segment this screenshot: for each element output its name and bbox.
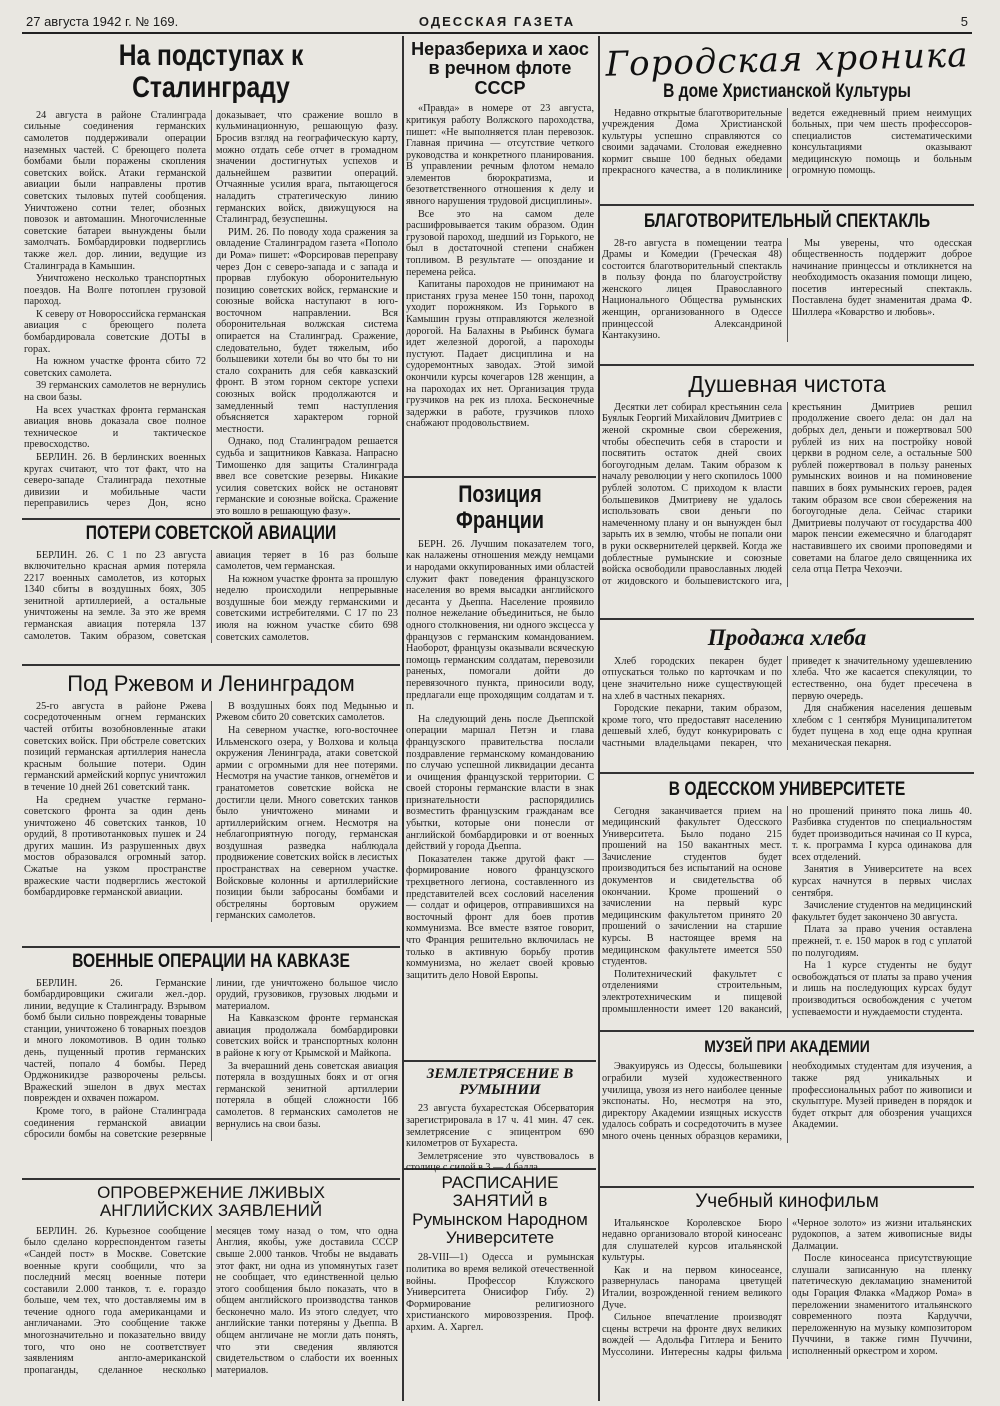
column-rule (598, 36, 600, 1401)
article-body (406, 1252, 594, 1333)
paragraph: 24 августа в районе Сталинграда сильные соединения германских самолетов поддерживали операции наземных частей. С бреющего полета бомбами были поражены скопления советских войск. Атаки германской авиации были направлены против советских тыловых путей сообщения. Уничтожено сотни телег, обозных повозок и автомашин. Многочисленные советские батареи вынуждены были замолчать. Бомбардировки подверглись также жел. дор. линии, ведущие из Сталинграда в Камышин. (24, 109, 206, 272)
article-divider (22, 1178, 400, 1180)
article-university (602, 780, 972, 1028)
article-body (406, 1103, 594, 1174)
article-body (602, 402, 972, 588)
headline-purity: Душевная чистота (688, 371, 886, 397)
article-aviation (24, 524, 398, 662)
article-refute (24, 1184, 398, 1400)
article-divider (600, 618, 974, 620)
headline-rzhev: Под Ржевом и Ленинградом (67, 671, 355, 696)
article-culture (602, 35, 972, 202)
headline-refute: ОПРОВЕРЖЕНИЕ ЛЖИВЫХ АНГЛИЙСКИХ ЗАЯВЛЕНИЙ (97, 1183, 325, 1221)
article-france (406, 482, 594, 1058)
section-title-chronicle: Городская хроника (605, 35, 969, 85)
paragraph: На 1 курсе студенты не будут освобождаться от платы за право учения и лишь на последующих курсах будут производиться освобождения с учетом успеваемости и нуждаемости студента. (792, 960, 972, 1018)
headline-charity: БЛАГОТВОРИТЕЛЬНЫЙ СПЕКТАКЛЬ (643, 211, 931, 232)
headline-museum: МУЗЕЙ ПРИ АКАДЕМИИ (704, 1037, 870, 1056)
headline-aviation: ПОТЕРИ СОВЕТСКОЙ АВИАЦИИ (85, 523, 337, 544)
column-rule (402, 36, 404, 1401)
article-body (602, 806, 972, 1019)
article-stalingrad (24, 40, 398, 516)
paragraph: 28-VIII—1) Одесса и румынская политика во время великой отечественной войны. Профессор Клужского Университета Онисифор Гибу. 2) Формирование религиозного христианского мировоззрения. Проф. архим. А. Харгел. (406, 1252, 594, 1333)
article-body (24, 701, 398, 922)
paragraph: Итальянское Королевское Бюро недавно организовало второй киносеанс для слушателей курсов итальянской культуры. (602, 1217, 782, 1264)
paragraph: На среднем участке германо-советского фронта за один день уничтожено 46 советских танков, 10 орудий, 8 противотанковых пушек и 24 других машин. Из разрушенных двух мостов образовался огромный затор. Сжатые на узком пространстве вражеские части подверглись жестокой бомбардировке германской авиации. (24, 794, 206, 899)
article-body (24, 550, 398, 644)
article-body (602, 108, 972, 178)
paragraph: Капитаны пароходов не принимают на пристанях груза менее 150 тонн, пароход уходит порожняком. Из Горького в Камышин грузы отправляются железной дорогой. На Балахны в Рыбинск бумага идет железной дорогой, а пароходы пустуют. Падает дисциплина и на судоремонтных заводах. Этой зимой окончили курсы кочегаров 128 женщин, а на пароходах их нет. Организация труда грузчиков на рек из плоха. Бесконечные задержки в работе, грузчиков плохо снабжают продовольствием. (406, 279, 594, 430)
article-body (602, 656, 972, 750)
headline-schedule: РАСПИСАНИЕ ЗАНЯТИЙ в Румынском Народном Университете (412, 1173, 588, 1248)
article-body (24, 1226, 398, 1377)
paragraph: После киносеанса присутствующие слушали записанную на пленку патетическую декламацию знаменитой оды Горация Флакка «Маджор Рома» в переложении знаменитого итальянского современного поэта Кардуччи, переложенную на музыку композитором Пуччини, в также гимн Пуччини, исполненный оркестром и хором. (792, 1253, 972, 1358)
paragraph: На южном участке фронта за прошлую неделю происходили непрерывные воздушные бои между германскими и советскими истребителями. С 17 по 23 июля на южном участке сбито 698 советских самолетов. (216, 573, 398, 643)
issue-date: 27 августа 1942 г. № 169. (26, 14, 179, 29)
headline-stalingrad: На подступах к Сталинграду (118, 39, 304, 105)
paragraph: Политехнический факультет с отделениями строительным, электротехническим и пищевой промышленности имеет 120 вакансий, но прошений принято пока лишь 40. Разбивка студентов по специальностям будет производиться начиная со II курса, т. к. программа I курса одинакова для всех отделений. (602, 805, 972, 1015)
article-bread (602, 626, 972, 770)
article-divider (600, 772, 974, 774)
article-body (602, 238, 972, 342)
paragraph: Десятки лет собирал крестьянин села Буялык Георгий Михайлович Дмитриев с женой скромные свои сбережения, чтобы обеспечить себя в старости и посвятить остаток дней своих богоугодным делам. Таким образом к началу революции у него скопилось 1000 рублей золотом. С приходом к власти большевиков Дмитриеву не удалось использовать свои деньги по намеченному плану и он вынужден был зарыть их в землю, чтобы не попали они в руки осквернителей церквей. Когда же доблестные румынские и союзные войска освободили православных людей от жидовского и большевистского ига, крестьянин Дмитриев решил продолжение своего дела: он дал на добрых дел, деньги и пожертвовал 500 рублей из них на постройку новой церкви в родном селе, а остальные 500 рублей пожертвовал в пользу раненых румынских воинов и на поминовение павших в боях румынских героев, радея таким образом все свои сбережения на богоугодные дела. Сейчас старики Дмитриевы получают от государства 400 марок пенсии ежемесячно и благодарят наставившего их своими проповедями и советами на благое дело священника их села отца Петра Чехоэчи. (602, 401, 972, 587)
paragraph: Землетрясение это чувствовалось в столице с силой в 3 — 4 балла. (406, 1150, 594, 1174)
article-divider (404, 1060, 596, 1062)
article-river (406, 40, 594, 474)
article-divider (22, 946, 400, 948)
paragraph: Все это на самом деле расшифровывается таким образом. Один грузовой пароход, шедший из Горького, не был в достаточной степени снабжен топливом. В результате — опоздание и перемена рейса. (406, 208, 594, 278)
headline-river: Неразбериха и хаос в речном флоте СССР (411, 39, 589, 98)
paragraph: Сегодня заканчивается прием на медицинский факультет Одесского Университета. Было подано 215 прошений на 150 вакантных мест. Зачисление студентов будет производиться без испытаний на основе документов и свидетельства об окончании. Кроме прошений о зачислении на первый курс медицинским факультетом принято 20 прошений о зачислении на старшие курсы. В настоящее время на медицинском факультете имеется 550 студентов. (602, 805, 782, 968)
article-divider (600, 1030, 974, 1032)
headline-film: Учебный кинофильм (695, 1191, 879, 1212)
article-museum (602, 1038, 972, 1184)
paragraph: Однако, под Сталинградом решается судьба и защитников Кавказа. Напрасно Тимошенко для защиты Сталинграда ввел все советские резервы. Никакие усилия советских войск не остановят германские и союзные войска. Сражение это вошло в решающую фазу». (216, 436, 398, 517)
headline-caucasus: ВОЕННЫЕ ОПЕРАЦИИ НА КАВКАЗЕ (72, 951, 350, 972)
newspaper-title: ОДЕССКАЯ ГАЗЕТА (418, 14, 576, 29)
page-number: 5 (960, 14, 968, 29)
article-body (24, 110, 398, 518)
article-caucasus (24, 952, 398, 1176)
article-divider (404, 476, 596, 478)
paragraph: На южном участке фронта сбито 72 советских самолета. (24, 356, 206, 379)
paragraph: К северу от Новороссийска германская авиация с бреющего полета бомбардировала советские ДОТЫ в горах. (24, 308, 206, 355)
article-body (406, 539, 594, 982)
paragraph: Уничтожено несколько транспортных поездов. На Волге потоплен грузовой пароход. (24, 273, 206, 308)
paragraph: На всех участках фронта германская авиация вновь доказала свое полное техническое и тактическое превосходство. (24, 404, 206, 451)
paragraph: Кроме того, в районе Сталинграда соединения германской авиации сбросили бомбы на советские резервные линии, где уничтожено большое число орудий, грузовиков, грузовых людьми и материалом. (24, 977, 398, 1141)
paragraph: На Кавказском фронте германская авиация продолжала бомбардировки советских войск и транспортных колонн в районе к югу от Крымской и Майкопа. (216, 1013, 398, 1060)
headline-france: Позиция Франции (456, 481, 544, 534)
article-charity (602, 212, 972, 362)
headline-bread: Продажа хлеба (707, 625, 867, 650)
paragraph: БЕРН. 26. Лучшим показателем того, как налажены отношения между немцами и народами оккупированных ими областей служит факт поведения французского населения во время высадки английского десанта у Дьеппа. Население проявило полное нежелание объединиться, не было одного столкновения, ни одного эксцесса у французов с германским командованием. Наоборот, французы оказывали всяческую помощь германским солдатам, перевозили раненых, помогали дойти до перевязочного пункта, приносили воду, предлагали еще проходящим солдатам и т. п. (406, 538, 594, 713)
paragraph: РИМ. 26. По поводу хода сражения за овладение Сталинградом газета «Пополо ди Рома» пишет: «Форсировав переправу через Дон с северо-запада и с запада и прорвав глубокую оборонительную позицию советских войск, германские и союзные войска наступают в юго-восточном направлении. Вся оборонительная волжская система опирается на Сталинград. Сражение, следовательно, будет тяжелым, ибо большевики хотели бы во что бы то ни стало сохранить для себя кавказский фронт. В этом горном секторе успехи союзных войск продолжаются и замедленный темп наступления объясняется характером горной местности. (216, 226, 398, 435)
article-body (602, 1218, 972, 1359)
headline-university: В ОДЕССКОМ УНИВЕРСИТЕТЕ (668, 779, 906, 800)
article-divider (22, 664, 400, 666)
masthead (22, 10, 972, 34)
paragraph: Городские пекарни, таким образом, кроме того, что предоставят населению дешевый хлеб, будут конкурировать с частными владельцами пекарен, что приведет к значительному удешевлению хлеба. Что же касается спекуляции, то естественно, она будет пресечена в первую очередь. (602, 655, 972, 749)
article-purity (602, 372, 972, 616)
paragraph: Плата за право учения оставлена прежней, т. е. 150 марок в год с уплатой по полугодиям. (792, 924, 972, 959)
article-schedule (406, 1174, 594, 1400)
article-body (406, 103, 594, 430)
paragraph: 23 августа бухарестская Обсерватория зарегистрировала в 17 ч. 41 мин. 47 сек. землетрясение с эпицентром 690 километров от Бухареста. (406, 1103, 594, 1150)
article-divider (22, 518, 400, 520)
paragraph: Занятия в Университете на всех курсах начнутся в первых числах сентября. (792, 864, 972, 899)
paragraph: На северном участке, юго-восточнее Ильменского озера, у Волхова и кольца окружения Ленинграда, атаки советской армии с огромными для нее потерями. Несмотря на участие танков, огнемётов и гранатометов советские войска не достигли цели. Много советских танков было уничтожено минами и артиллерийским огнем. Несмотря на неблагоприятную погоду, германская воздушная разведка наблюдала продвижение советских войск в лесистых пространствах на северном участке. Войсковые колонны и артиллерийские позиции были забросаны бомбами и обстреляны бортовым оружием германских самолетов. (216, 724, 398, 922)
paragraph: Как и на первом киносеансе, развернулась панорама цветущей Италии, возрожденной гением великого Дуче. (602, 1264, 782, 1311)
paragraph: БЕРЛИН. 26. Германские бомбардировщики сжигали жел.-дор. линии, ведущие к Сталинграду. Взрывом бомб были сильно повреждены товарные станции, уничтожено 6 товарных поездов и много локомотивов. В один только день, пущенный против германских частей, попало 4 бомбы. Перед Орджоникидзе разворочены рельсы. Вражеский эшелон в двух местах поврежден и охвачен пожаром. (24, 977, 206, 1105)
paragraph: В воздушных боях под Медынью и Ржевом сбито 20 советских самолетов. (216, 700, 398, 724)
paragraph: БЕРЛИН. 26. С 1 по 23 августа включительно красная армия потеряла 2217 военных самолетов, из которых 1340 сбиты в воздушных боях, 305 зенитной артиллерией, а остальные уничтожены на земле. За это же время германская авиация потеряла 137 самолетов. Таким образом, советская авиация теряет в 16 раз больше самолетов, чем германская. (24, 549, 398, 642)
article-quake (406, 1066, 594, 1174)
article-divider (600, 364, 974, 366)
paragraph: За вчерашний день советская авиация потеряла в воздушных боях и от огня германской зенитной артиллерии потеряла в общей сложности 166 самолетов. 8 германских самолетов не вернулись на свои базы. (216, 1060, 398, 1130)
article-divider (600, 204, 974, 206)
paragraph: БЕРЛИН. 26. Курьезное сообщение было сделано корреспондентом газеты «Сандей пост» в Москве. Советские военные круги сообщили, что за последний месяц военные потери составили 2.000 танков, т. е. гораздо больше, чем тех, что доставляемы им в течение одного года американцами и англичанами. Это сообщение также многозначительно и показательно ввиду того, что оно не соответствует заявлениям англо-американской пропаганды, сделанное несколько месяцев тому назад о том, что одна Англия, якобы, уже доставила СССР свыше 2.000 танков. Чтобы не выдавать этот факт, ни одна из упомянутых газет не сообщает, что единственной целью этого сообщения было показать, что в общем английского производства танков бесконечно мало. Из этого следует, что английские танки потеряны у Дьеппа. В общем англичане не могли дать понять, что эти сведения являются свидетельством о слабости их военных материалов. (24, 1225, 398, 1376)
article-divider (600, 1186, 974, 1188)
paragraph: БЕРЛИН. 26. В берлинских военных кругах считают, что тот факт, что на северо-западе Сталинграда пехотные дивизии и мобильные части переправились через Дон, ясно доказывает, что сражение вошло в кульминационную, решающую фазу. Бросив взгляд на географическую карту, можно отдать себе отчет в громадном значении достигнутых успехов и дальнейшем развитии операций. Отчаянные усилия врага, пытающегося наладить стратегическую линию германских войск, движущуюся на Сталинград, безуспешны. (24, 109, 398, 510)
paragraph: 39 германских самолетов не вернулись на свои базы. (24, 380, 206, 404)
paragraph: Хлеб городских пекарен будет отпускаться только по карточкам и по цене значительно ниже существующей на хлеб в частных пекарнях. (602, 655, 782, 702)
paragraph: Недавно открытые благотворительные учреждения Дома Христианской культуры успешно справляются со своими задачами. Столовая ежедневно кормит свыше 100 бедных обедами прекрасного качества, а в поликлинике ведется ежедневный прием неимущих больных, при чем шесть профессоров-специалистов систематическими консультациями оказывают медицинскую помощь и больным огромную помощь. (602, 107, 972, 177)
paragraph: Сильное впечатление производят сцены встречи на фронте двух великих вождей — Адольфа Гитлера и Бенито Муссолини. Интересны кадры фильма «Черное золото» из жизни итальянских рудокопов, а затем живописные виды Далмации. (602, 1217, 972, 1359)
article-body (602, 1061, 972, 1142)
article-body (24, 978, 398, 1141)
headline-quake: ЗЕМЛЕТРЯСЕНИЕ В РУМЫНИИ (426, 1066, 574, 1099)
paragraph: На следующий день после Дьеппской операции маршал Петэн и глава французского правительства послали поздравление германскому командованию по случаю успешной ликвидации десанта и очищения французской территории. С своей стороны германские власти в знак признательности распорядились возместить французским гражданам все убытки, которые они понесли от английской бомбардировки и от военных действий у города Дьеппа. (406, 713, 594, 853)
paragraph: Мы уверены, что одесская общественность поддержит доброе начинание принцессы и откликнется на необходимость оказания помощи лицею, посетив интересный спектакль. Поставлена будет знаменитая драма Ф. Шиллера «Коварство и любовь». (792, 237, 972, 319)
paragraph: 25-го августа в районе Ржева сосредоточенным огнем германских частей отбиты возобновленные атаки советских войск. При обстреле советских позиций германская артиллерия нанесла красным большие потери. Один германский армейский корпус уничтожил в течение 10 дней 261 советский танк. (24, 700, 206, 793)
paragraph: Для снабжения населения дешевым хлебом с 1 сентября Муниципалитетом будет пущена в ход еще одна крупная механическая пекарня. (792, 703, 972, 749)
article-rzhev (24, 672, 398, 944)
article-film (602, 1192, 972, 1400)
headline-culture: В доме Христианской Культуры (663, 81, 911, 102)
paragraph: Эвакуируясь из Одессы, большевики ограбили музей художественного училища, увозя из него наиболее ценные экспонаты. Но, несмотря на это, директору Академии изящных искусств удалось собрать и сосредоточить в музее много очень ценных образцов керамики, необходимых студентам для изучения, а также ряд уникальных и профессиональных работ по живописи и скульптуре. Музей приведен в порядок и будет открыт для обозрения учащихся Академии. (602, 1061, 972, 1142)
paragraph: 28-го августа в помещении театра Драмы и Комедии (Греческая 48) состоится благотворительный спектакль в пользу фонда по благоустройству женского лицея Православного Национального Общества румынских женщин, организованного в Одессе принцессой Александриной Кантакузино. (602, 237, 782, 342)
paragraph: Зачисление студентов на медицинский факультет будет закончено 30 августа. (792, 900, 972, 923)
paragraph: «Правда» в номере от 23 августа, критикуя работу Волжского пароходства, пишет: «Не выполняется план перевозок. Главная причина — отсутствие четкого руководства и конкретного планирования. В управлении речным флотом немало элементов бюрократизма, и безответственного отношения к делу и явного нарушения трудовой дисциплины». (406, 103, 594, 208)
paragraph: Показателен также другой факт — формирование нового французского трехцветного легиона, составленного из представителей всех сословий населения — солдат и офицеров, отправившихся на восточный фронт для боев против коммунизма. Все вместе взятое говорит, что Франция решительно включилась не только в активную борьбу против коммунизма, но желает своей кровью защитить дело Новой Европы. (406, 853, 594, 981)
